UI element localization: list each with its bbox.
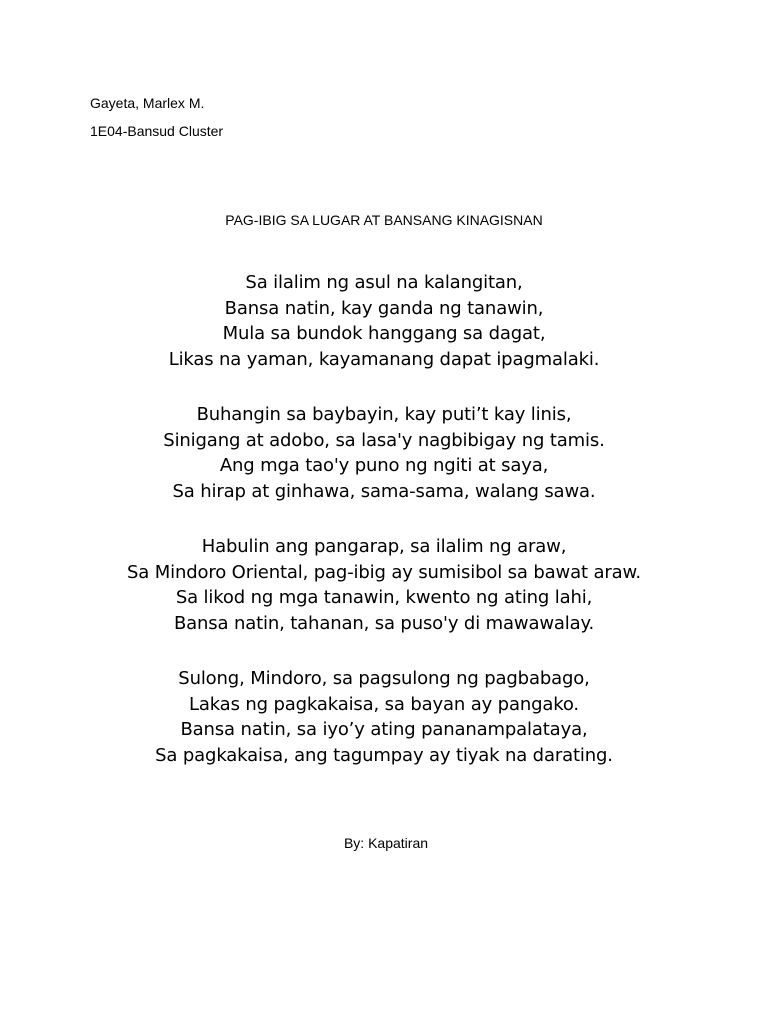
poem-line: Ang mga tao'y puno ng ngiti at saya,	[219, 455, 549, 476]
poem-line: Sinigang at adobo, sa lasa'y nagbibigay ng tamis.	[163, 429, 605, 451]
stanza-3	[0, 534, 768, 636]
poem-line: Habulin ang pangarap, sa ilalim ng araw,	[201, 536, 567, 557]
poem-line: Sulong, Mindoro, sa pagsulong ng pagbabago,	[178, 668, 590, 689]
poem-line: Sa Mindoro Oriental, pag-ibig ay sumisibol sa bawat araw.	[127, 561, 641, 583]
poem-line: Lakas ng pagkakaisa, sa bayan ay pangako.	[188, 693, 580, 715]
poem-title: PAG-IBIG SA LUGAR AT BANSANG KINAGISNAN	[225, 212, 543, 228]
poem-line: Bansa natin, tahanan, sa puso'y di mawawalay.	[173, 612, 595, 634]
poem-body	[0, 270, 768, 798]
stanza-4	[0, 666, 768, 768]
byline: By: Kapatiran	[343, 835, 429, 851]
section-name: 1E04-Bansud Cluster	[90, 123, 224, 139]
poem-line: Sa hirap at ginhawa, sama-sama, walang sawa.	[172, 480, 596, 502]
poem-line: Sa pagkakaisa, ang tagumpay ay tiyak na darating.	[155, 744, 613, 766]
poem-line: Buhangin sa baybayin, kay puti’t kay linis,	[196, 404, 572, 425]
author-name: Gayeta, Marlex M.	[90, 95, 205, 111]
poem-line: Likas na yaman, kayamanang dapat ipagmalaki.	[168, 348, 600, 370]
poem-line: Sa ilalim ng asul na kalangitan,	[245, 272, 523, 293]
poem-line: Sa likod ng mga tanawin, kwento ng ating lahi,	[175, 587, 593, 608]
poem-line: Bansa natin, sa iyo’y ating pananampalataya,	[180, 719, 588, 740]
stanza-2	[0, 402, 768, 504]
poem-line: Bansa natin, kay ganda ng tanawin,	[224, 297, 544, 319]
poem-line: Mula sa bundok hanggang sa dagat,	[222, 323, 546, 344]
stanza-1	[0, 270, 768, 372]
